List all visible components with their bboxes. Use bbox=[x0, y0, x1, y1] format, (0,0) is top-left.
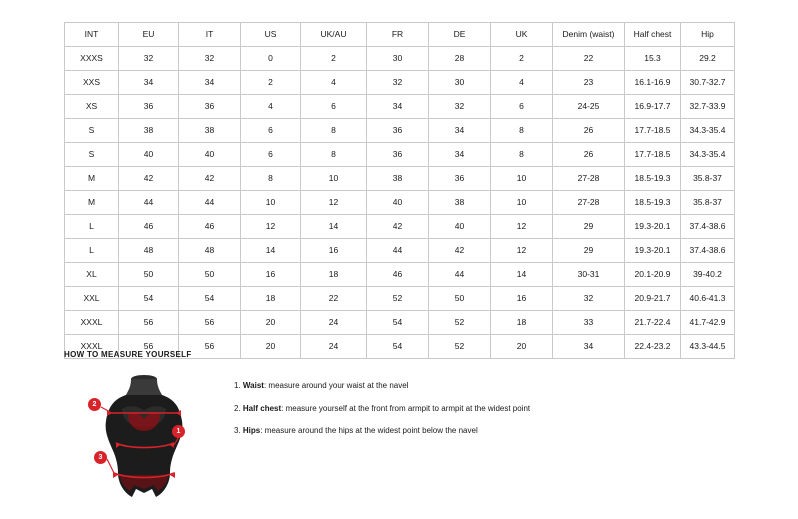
instruction-half-chest-term: Half chest bbox=[242, 403, 282, 413]
cell-int: XXXL bbox=[65, 335, 119, 359]
cell-de: 30 bbox=[429, 71, 491, 95]
cell-half-chest: 17.7-18.5 bbox=[625, 143, 681, 167]
cell-us: 6 bbox=[241, 143, 301, 167]
table-row bbox=[65, 71, 735, 95]
cell-uk: 8 bbox=[491, 119, 553, 143]
instruction-waist-number: 1. bbox=[234, 381, 241, 390]
cell-uk-au: 14 bbox=[301, 215, 367, 239]
cell-fr: 36 bbox=[367, 119, 429, 143]
cell-uk: 8 bbox=[491, 143, 553, 167]
instruction-waist-term: Waist bbox=[242, 381, 264, 390]
cell-fr: 54 bbox=[367, 311, 429, 335]
cell-hip: 29.2 bbox=[681, 47, 735, 71]
cell-uk-au: 10 bbox=[301, 167, 367, 191]
cell-uk: 2 bbox=[491, 47, 553, 71]
cell-it: 44 bbox=[179, 191, 241, 215]
cell-it: 50 bbox=[179, 263, 241, 287]
cell-de: 40 bbox=[429, 215, 491, 239]
cell-uk: 10 bbox=[491, 167, 553, 191]
cell-eu: 40 bbox=[119, 143, 179, 167]
column-header-fr: FR bbox=[367, 23, 429, 47]
cell-eu: 56 bbox=[119, 335, 179, 359]
cell-half-chest: 17.7-18.5 bbox=[625, 119, 681, 143]
table-header bbox=[65, 23, 735, 47]
cell-us: 20 bbox=[241, 311, 301, 335]
cell-us: 10 bbox=[241, 191, 301, 215]
cell-fr: 44 bbox=[367, 239, 429, 263]
column-header-denim-waist: Denim (waist) bbox=[553, 23, 625, 47]
cell-uk: 18 bbox=[491, 311, 553, 335]
table-row bbox=[65, 215, 735, 239]
instruction-waist-text: : measure around your waist at the navel bbox=[263, 381, 409, 390]
cell-eu: 42 bbox=[119, 167, 179, 191]
cell-int: S bbox=[65, 119, 119, 143]
cell-int: XXXS bbox=[65, 47, 119, 71]
how-to-measure-section bbox=[64, 350, 744, 499]
cell-us: 8 bbox=[241, 167, 301, 191]
size-chart-table bbox=[64, 22, 735, 359]
cell-hip: 32.7-33.9 bbox=[681, 95, 735, 119]
cell-fr: 38 bbox=[367, 167, 429, 191]
cell-denim-waist: 26 bbox=[553, 143, 625, 167]
cell-fr: 42 bbox=[367, 215, 429, 239]
cell-uk: 4 bbox=[491, 71, 553, 95]
cell-eu: 48 bbox=[119, 239, 179, 263]
cell-de: 34 bbox=[429, 143, 491, 167]
cell-eu: 50 bbox=[119, 263, 179, 287]
table-row bbox=[65, 263, 735, 287]
cell-it: 34 bbox=[179, 71, 241, 95]
cell-uk: 12 bbox=[491, 239, 553, 263]
cell-denim-waist: 26 bbox=[553, 119, 625, 143]
column-header-hip: Hip bbox=[681, 23, 735, 47]
cell-hip: 30.7-32.7 bbox=[681, 71, 735, 95]
cell-uk: 6 bbox=[491, 95, 553, 119]
column-header-uk-au: UK/AU bbox=[301, 23, 367, 47]
cell-eu: 54 bbox=[119, 287, 179, 311]
cell-it: 54 bbox=[179, 287, 241, 311]
cell-int: XXXL bbox=[65, 311, 119, 335]
cell-int: XS bbox=[65, 95, 119, 119]
cell-eu: 34 bbox=[119, 71, 179, 95]
cell-uk-au: 18 bbox=[301, 263, 367, 287]
cell-int: M bbox=[65, 167, 119, 191]
size-table-container bbox=[64, 22, 734, 359]
instruction-half-chest-text: : measure yourself at the front from armpit to armpit at the widest point bbox=[281, 403, 531, 413]
cell-fr: 52 bbox=[367, 287, 429, 311]
cell-fr: 54 bbox=[367, 335, 429, 359]
cell-us: 0 bbox=[241, 47, 301, 71]
cell-int: XXS bbox=[65, 71, 119, 95]
column-header-eu: EU bbox=[119, 23, 179, 47]
cell-int: L bbox=[65, 215, 119, 239]
cell-de: 52 bbox=[429, 335, 491, 359]
column-header-it: IT bbox=[179, 23, 241, 47]
table-row bbox=[65, 311, 735, 335]
cell-de: 28 bbox=[429, 47, 491, 71]
cell-de: 38 bbox=[429, 191, 491, 215]
cell-us: 6 bbox=[241, 119, 301, 143]
table-row bbox=[65, 191, 735, 215]
cell-hip: 37.4-38.6 bbox=[681, 239, 735, 263]
how-to-measure-body bbox=[64, 369, 744, 499]
cell-hip: 37.4-38.6 bbox=[681, 215, 735, 239]
cell-denim-waist: 24-25 bbox=[553, 95, 625, 119]
cell-us: 16 bbox=[241, 263, 301, 287]
cell-hip: 41.7-42.9 bbox=[681, 311, 735, 335]
cell-hip: 34.3-35.4 bbox=[681, 119, 735, 143]
cell-uk-au: 8 bbox=[301, 119, 367, 143]
cell-uk-au: 4 bbox=[301, 71, 367, 95]
cell-hip: 34.3-35.4 bbox=[681, 143, 735, 167]
cell-uk-au: 2 bbox=[301, 47, 367, 71]
cell-fr: 34 bbox=[367, 95, 429, 119]
badge-waist: 1 bbox=[172, 425, 185, 438]
cell-int: XL bbox=[65, 263, 119, 287]
cell-us: 2 bbox=[241, 71, 301, 95]
column-header-half-chest: Half chest bbox=[625, 23, 681, 47]
cell-uk-au: 24 bbox=[301, 335, 367, 359]
cell-it: 38 bbox=[179, 119, 241, 143]
cell-us: 4 bbox=[241, 95, 301, 119]
cell-eu: 36 bbox=[119, 95, 179, 119]
cell-us: 14 bbox=[241, 239, 301, 263]
table-row bbox=[65, 47, 735, 71]
cell-uk-au: 22 bbox=[301, 287, 367, 311]
cell-half-chest: 15.3 bbox=[625, 47, 681, 71]
column-header-de: DE bbox=[429, 23, 491, 47]
measure-instructions bbox=[234, 369, 530, 449]
column-header-uk: UK bbox=[491, 23, 553, 47]
instruction-half-chest-number: 2. bbox=[234, 403, 241, 413]
cell-de: 34 bbox=[429, 119, 491, 143]
cell-us: 12 bbox=[241, 215, 301, 239]
cell-de: 44 bbox=[429, 263, 491, 287]
cell-it: 48 bbox=[179, 239, 241, 263]
cell-hip: 35.8-37 bbox=[681, 191, 735, 215]
cell-half-chest: 16.9-17.7 bbox=[625, 95, 681, 119]
cell-hip: 35.8-37 bbox=[681, 167, 735, 191]
cell-denim-waist: 27-28 bbox=[553, 191, 625, 215]
cell-it: 40 bbox=[179, 143, 241, 167]
cell-denim-waist: 32 bbox=[553, 287, 625, 311]
cell-uk: 12 bbox=[491, 215, 553, 239]
cell-uk-au: 8 bbox=[301, 143, 367, 167]
cell-denim-waist: 29 bbox=[553, 215, 625, 239]
cell-half-chest: 18.5-19.3 bbox=[625, 191, 681, 215]
badge-hips: 3 bbox=[94, 451, 107, 464]
cell-hip: 39-40.2 bbox=[681, 263, 735, 287]
cell-hip: 43.3-44.5 bbox=[681, 335, 735, 359]
cell-fr: 40 bbox=[367, 191, 429, 215]
cell-uk-au: 12 bbox=[301, 191, 367, 215]
cell-it: 56 bbox=[179, 311, 241, 335]
cell-it: 56 bbox=[179, 335, 241, 359]
mannequin-figure bbox=[84, 369, 204, 499]
cell-us: 18 bbox=[241, 287, 301, 311]
table-row bbox=[65, 143, 735, 167]
cell-denim-waist: 30-31 bbox=[553, 263, 625, 287]
mannequin-illustration bbox=[84, 369, 204, 499]
cell-uk-au: 16 bbox=[301, 239, 367, 263]
cell-us: 20 bbox=[241, 335, 301, 359]
cell-hip: 40.6-41.3 bbox=[681, 287, 735, 311]
cell-denim-waist: 33 bbox=[553, 311, 625, 335]
instruction-hips-term: Hips bbox=[242, 426, 261, 436]
column-header-int: INT bbox=[65, 23, 119, 47]
cell-half-chest: 20.1-20.9 bbox=[625, 263, 681, 287]
cell-eu: 46 bbox=[119, 215, 179, 239]
cell-it: 42 bbox=[179, 167, 241, 191]
cell-int: S bbox=[65, 143, 119, 167]
cell-fr: 46 bbox=[367, 263, 429, 287]
cell-half-chest: 20.9-21.7 bbox=[625, 287, 681, 311]
cell-de: 42 bbox=[429, 239, 491, 263]
cell-fr: 30 bbox=[367, 47, 429, 71]
instruction-hips-number: 3. bbox=[234, 426, 241, 436]
cell-uk: 20 bbox=[491, 335, 553, 359]
cell-half-chest: 21.7-22.4 bbox=[625, 311, 681, 335]
table-row bbox=[65, 95, 735, 119]
cell-it: 46 bbox=[179, 215, 241, 239]
cell-half-chest: 19.3-20.1 bbox=[625, 239, 681, 263]
cell-denim-waist: 34 bbox=[553, 335, 625, 359]
cell-int: XXL bbox=[65, 287, 119, 311]
table-row bbox=[65, 167, 735, 191]
cell-eu: 56 bbox=[119, 311, 179, 335]
table-row bbox=[65, 239, 735, 263]
cell-de: 32 bbox=[429, 95, 491, 119]
cell-uk: 10 bbox=[491, 191, 553, 215]
instruction-half-chest bbox=[234, 404, 530, 414]
cell-uk: 14 bbox=[491, 263, 553, 287]
how-to-measure-title: HOW TO MEASURE YOURSELF bbox=[64, 350, 192, 359]
cell-uk: 16 bbox=[491, 287, 553, 311]
instruction-hips-text: : measure around the hips at the widest point below the navel bbox=[260, 426, 478, 436]
cell-it: 36 bbox=[179, 95, 241, 119]
instruction-hips bbox=[234, 426, 530, 436]
cell-denim-waist: 23 bbox=[553, 71, 625, 95]
cell-eu: 38 bbox=[119, 119, 179, 143]
cell-half-chest: 22.4-23.2 bbox=[625, 335, 681, 359]
cell-uk-au: 24 bbox=[301, 311, 367, 335]
cell-denim-waist: 27-28 bbox=[553, 167, 625, 191]
badge-half-chest: 2 bbox=[88, 398, 101, 411]
cell-int: M bbox=[65, 191, 119, 215]
cell-fr: 36 bbox=[367, 143, 429, 167]
table-body bbox=[65, 47, 735, 359]
cell-de: 50 bbox=[429, 287, 491, 311]
table-header-row bbox=[65, 23, 735, 47]
cell-eu: 32 bbox=[119, 47, 179, 71]
cell-de: 36 bbox=[429, 167, 491, 191]
column-header-us: US bbox=[241, 23, 301, 47]
cell-de: 52 bbox=[429, 311, 491, 335]
cell-uk-au: 6 bbox=[301, 95, 367, 119]
cell-half-chest: 18.5-19.3 bbox=[625, 167, 681, 191]
cell-denim-waist: 22 bbox=[553, 47, 625, 71]
cell-eu: 44 bbox=[119, 191, 179, 215]
instruction-waist bbox=[234, 381, 530, 391]
cell-fr: 32 bbox=[367, 71, 429, 95]
cell-half-chest: 19.3-20.1 bbox=[625, 215, 681, 239]
table-row bbox=[65, 287, 735, 311]
cell-it: 32 bbox=[179, 47, 241, 71]
cell-int: L bbox=[65, 239, 119, 263]
cell-denim-waist: 29 bbox=[553, 239, 625, 263]
table-row bbox=[65, 119, 735, 143]
cell-half-chest: 16.1-16.9 bbox=[625, 71, 681, 95]
